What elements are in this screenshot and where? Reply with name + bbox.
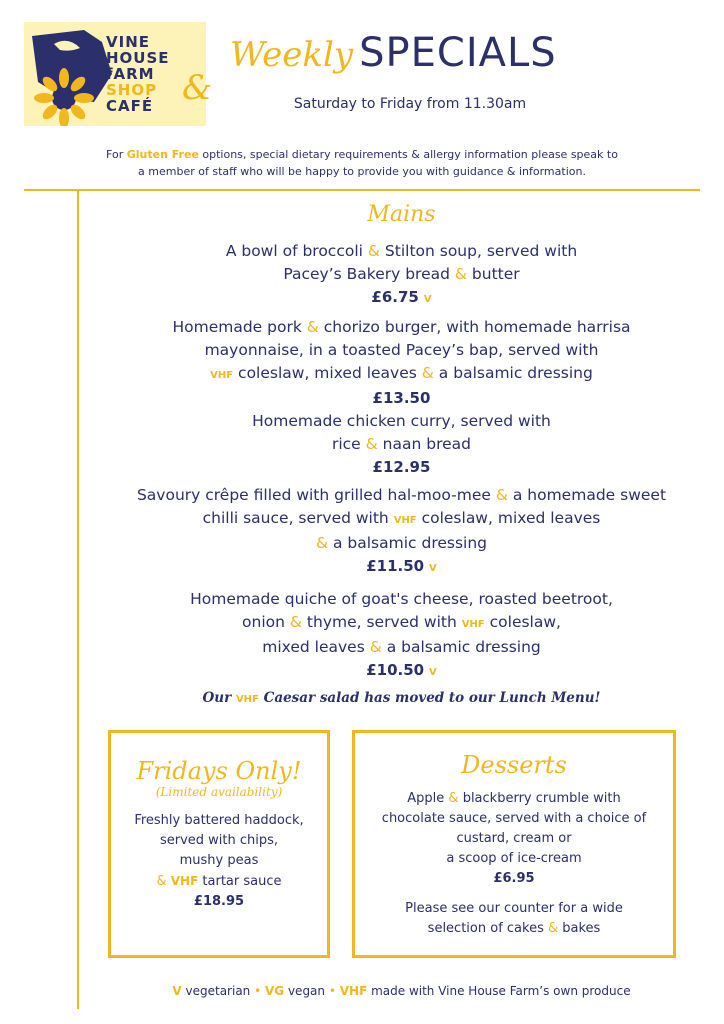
vhf-tag: VHF [461, 619, 485, 630]
ampersand: & [369, 638, 382, 656]
vine-house-farm-logo [24, 22, 213, 126]
dietary-legend [79, 984, 724, 998]
ampersand: & [421, 364, 434, 382]
legend-key-vg: VG [265, 984, 285, 998]
dish-burger [79, 316, 724, 410]
fridays-subheading: (Limited availability) [155, 785, 283, 799]
fridays-text: Freshly battered haddock, [134, 813, 304, 828]
dish-text: mixed leaves [262, 638, 370, 656]
ampersand: & [306, 318, 319, 336]
page-title [230, 30, 557, 90]
vegetarian-tag: V [429, 563, 437, 574]
logo-line: HOUSE [106, 49, 170, 67]
caesar-text: Our [202, 690, 236, 706]
dessert-text: Apple [407, 791, 449, 806]
fridays-description [111, 811, 327, 912]
dish-crepe [79, 484, 724, 580]
cakes-text: Please see our counter for a wide [405, 901, 623, 916]
dish-text: A bowl of broccoli [225, 242, 368, 260]
title-weekly: Weekly [230, 35, 354, 75]
dish-text: naan bread [377, 435, 471, 453]
notice-text: options, special dietary requirements & allergy information please speak to [198, 148, 618, 161]
fridays-text: tartar sauce [198, 874, 282, 889]
vegetarian-tag: V [423, 294, 432, 305]
caesar-salad-note [79, 690, 724, 706]
dish-text: thyme, served with [301, 613, 462, 631]
ampersand: & [156, 874, 167, 889]
dish-soup [79, 240, 724, 311]
legend-key-vhf: VHF [339, 984, 368, 998]
fridays-heading: Fridays Only! [136, 757, 302, 785]
legend-text: vegan [284, 984, 329, 998]
dish-text: rice [331, 435, 366, 453]
desserts-box [352, 730, 676, 958]
fridays-text: served with chips, [159, 833, 279, 848]
desserts-description [355, 789, 673, 889]
dish-text: coleslaw, mixed leaves [416, 509, 601, 527]
vhf-tag: VHF [235, 694, 259, 705]
dish-price: £12.95 [372, 458, 431, 476]
logo-line: VINE [106, 33, 150, 51]
page-subtitle: Saturday to Friday from 11.30am [293, 96, 527, 112]
logo-line: fARM [106, 65, 155, 83]
dish-text: a balsamic dressing [381, 638, 541, 656]
ampersand: & [454, 265, 467, 283]
gluten-free-highlight: Gluten Free [126, 148, 199, 161]
dish-text: Pacey’s Bakery bread [283, 265, 455, 283]
desserts-heading: Desserts [461, 751, 567, 779]
cakes-text: bakes [558, 921, 601, 936]
dish-text: butter [466, 265, 520, 283]
dessert-text: chocolate sauce, served with a choice of [381, 811, 647, 826]
legend-text: vegetarian [181, 984, 255, 998]
dish-text: chorizo burger, with homemade harrisa [318, 318, 631, 336]
dish-text: a homemade sweet [507, 486, 667, 504]
dessert-text: blackberry crumble with [458, 791, 621, 806]
fridays-only-box [108, 730, 330, 958]
logo-line: SHOP [106, 81, 158, 99]
dish-price: £6.75 [371, 288, 419, 306]
dish-text: Stilton soup, served with [379, 242, 578, 260]
dietary-notice [60, 146, 664, 180]
dish-price: £11.50 [366, 557, 425, 575]
ampersand: & [365, 435, 378, 453]
dish-text: a balsamic dressing [433, 364, 593, 382]
dish-quiche [79, 588, 724, 684]
ampersand: & [315, 534, 329, 552]
dish-text: coleslaw, mixed leaves [233, 364, 422, 382]
dessert-text: custard, cream or [456, 831, 572, 846]
dish-price: £10.50 [366, 661, 425, 679]
dessert-price: £6.95 [493, 871, 535, 886]
dish-price: £13.50 [372, 389, 431, 407]
dish-text: mayonnaise, in a toasted Pacey’s bap, served with [204, 341, 599, 359]
logo-ampersand: & [182, 68, 213, 108]
dish-text: Homemade pork [172, 318, 307, 336]
legend-text: made with Vine House Farm’s own produce [367, 984, 631, 998]
title-specials: SPECIALS [359, 30, 557, 76]
logo-line: CAFÉ [106, 97, 154, 115]
cakes-note [355, 899, 673, 939]
dish-text: Homemade chicken curry, served with [252, 412, 551, 430]
mains-heading: Mains [367, 202, 436, 227]
vhf-tag: VHF [393, 515, 417, 526]
dish-text: Savoury crêpe filled with grilled hal-moo-mee [136, 486, 496, 504]
dish-text: Homemade quiche of goat's cheese, roasted beetroot, [190, 590, 613, 608]
legend-key-v: V [172, 984, 182, 998]
fridays-price: £18.95 [193, 894, 245, 909]
ampersand: & [367, 242, 380, 260]
notice-text: a member of staff who will be happy to provide you with guidance & information. [138, 165, 586, 178]
fridays-text: mushy peas [179, 853, 259, 868]
dish-text: a balsamic dressing [328, 534, 488, 552]
legend-separator: • [328, 984, 336, 998]
ampersand: & [289, 613, 302, 631]
dish-text: onion [242, 613, 290, 631]
ampersand: & [448, 791, 459, 806]
legend-separator: • [254, 984, 262, 998]
vegetarian-tag: V [429, 667, 437, 678]
caesar-text: Caesar salad has moved to our Lunch Menu! [258, 690, 601, 706]
cakes-text: selection of cakes [427, 921, 548, 936]
ampersand: & [547, 921, 559, 936]
vhf-tag: VHF [210, 370, 234, 381]
vhf-tag: VHF [170, 874, 199, 888]
dish-curry [79, 410, 724, 479]
dish-text: chilli sauce, served with [202, 509, 394, 527]
notice-text: For [106, 148, 127, 161]
dish-text: coleslaw, [484, 613, 561, 631]
divider-horizontal [24, 189, 700, 191]
logo-wordmark [106, 34, 170, 114]
dessert-text: a scoop of ice-cream [446, 851, 582, 866]
ampersand: & [495, 486, 508, 504]
